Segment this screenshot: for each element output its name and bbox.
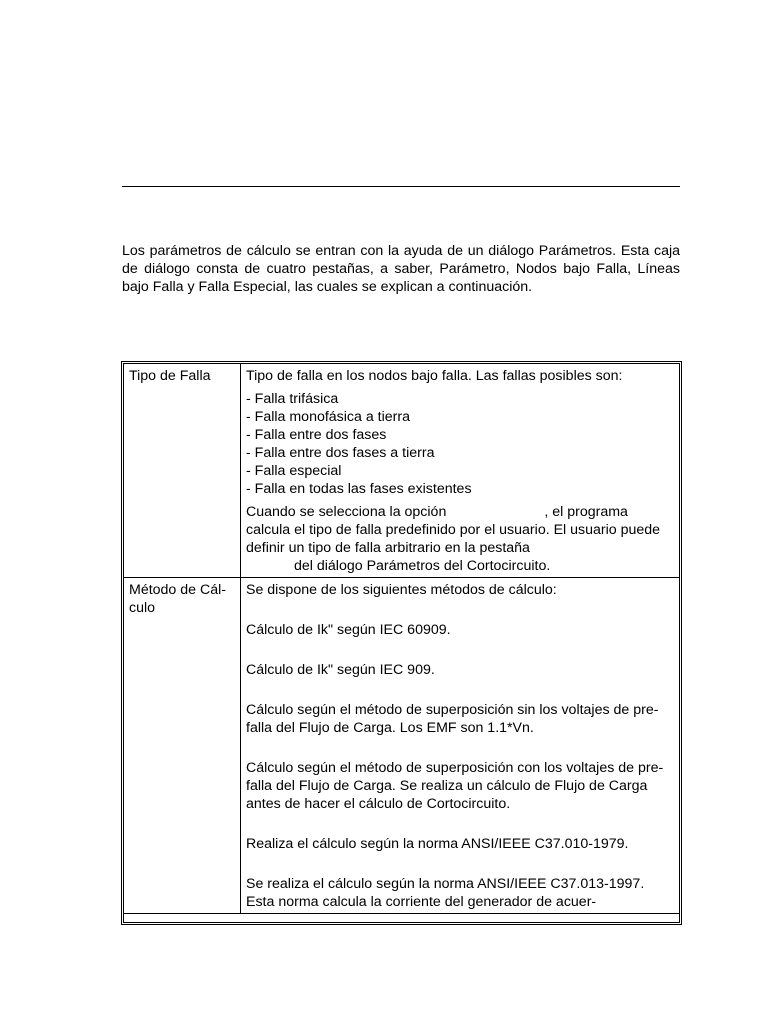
row-label-line-1: Método de Cál- [129,582,226,598]
row-content-cell [241,364,680,578]
note-part-c: del diálogo Parámetros del Cortocircuito. [294,558,551,574]
method-item: Cálculo según el método de superposición sin los voltajes de pre-falla del Flujo de Carga. Los EMF son 1.1*Vn. [246,702,659,736]
method-item: Realiza el cálculo según la norma ANSI/IEEE C37.010-1979. [246,836,629,852]
row-label-line-2: culo [129,600,156,616]
row-label: Tipo de Falla [129,368,211,384]
fault-type-note [246,503,675,575]
list-item: - Falla trifásica [246,391,339,407]
row-label-cell [124,364,241,578]
list-item: - Falla en todas las fases existentes [246,481,472,497]
row-label-cell [124,578,241,914]
method-lead: Se dispone de los siguientes métodos de cálculo: [246,582,557,598]
row-content-cell [241,578,680,914]
list-item: - Falla monofásica a tierra [246,409,411,425]
note-part-a: Cuando se selecciona la opción [246,504,447,520]
fault-type-lead: Tipo de falla en los nodos bajo falla. Las fallas posibles son: [246,368,623,384]
list-item: - Falla entre dos fases a tierra [246,445,435,461]
header-rule [122,186,680,187]
parameters-table-frame [121,361,682,925]
note-part-b: , el programa calcula el tipo de falla predefinido por el usuario. El usuario puede definir un tipo de falla arbitrario en la pestaña [246,504,661,556]
fault-type-list [246,390,675,498]
table-row [124,578,679,914]
parameters-table [124,364,679,914]
method-item: Se realiza el cálculo según la norma ANSI/IEEE C37.013-1997. Esta norma calcula la corriente del generador de acuer- [246,876,645,910]
method-item: Cálculo de Ik" según IEC 909. [246,662,435,678]
intro-paragraph: Los parámetros de cálculo se entran con la ayuda de un diálogo Parámetros. Esta caja de diálogo consta de cuatro pestañas, a saber, Parámetro, Nodos bajo Falla, Líneas bajo Falla y Falla Especial, las cuales se explican a continuación. [122,243,680,295]
method-item: Cálculo según el método de superposición con los voltajes de pre-falla del Flujo de Carga. Se realiza un cálculo de Flujo de Carga antes de hacer el cálculo de Cortocircuito. [246,760,664,812]
list-item: - Falla especial [246,463,342,479]
table-row [124,364,679,578]
list-item: - Falla entre dos fases [246,427,387,443]
method-item: Cálculo de Ik" según IEC 60909. [246,622,451,638]
